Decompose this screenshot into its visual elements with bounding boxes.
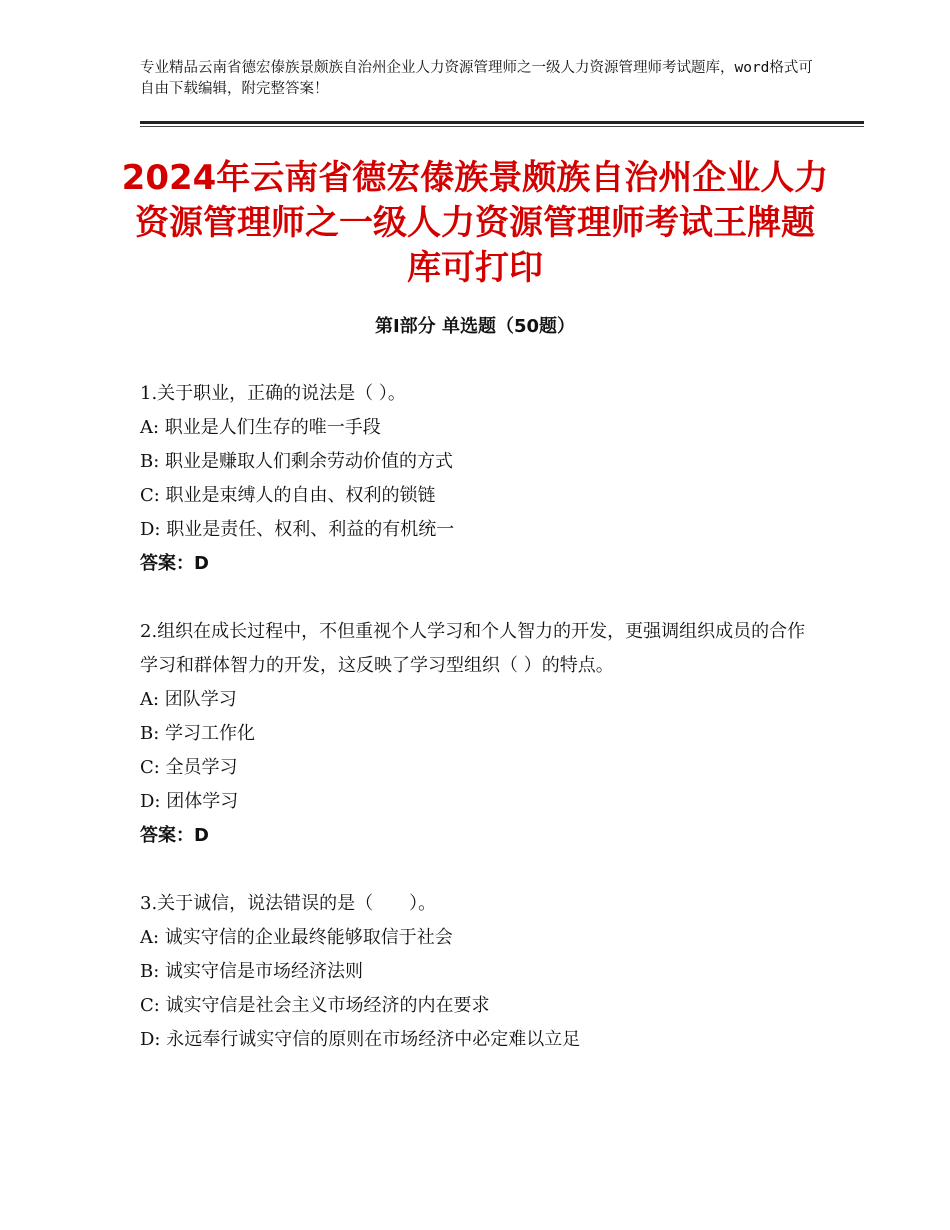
option-a: A: 团队学习 <box>140 689 237 710</box>
option-d: D: 职业是责任、权利、利益的有机统一 <box>140 519 455 540</box>
document-title: 2024年云南省德宏傣族景颇族自治州企业人力资源管理师之一级人力资源管理师考试王牌题库可打印 <box>121 158 829 288</box>
answer-line: 答案：D <box>140 825 209 846</box>
question-3 <box>140 887 820 1057</box>
option-b: B: 学习工作化 <box>140 723 256 744</box>
header-note: 专业精品云南省德宏傣族景颇族自治州企业人力资源管理师之一级人力资源管理师考试题库，word格式可自由下载编辑，附完整答案！ <box>140 60 813 97</box>
question-stem: 3.关于诚信，说法错误的是（ ）。 <box>140 893 437 914</box>
option-d: D: 团体学习 <box>140 791 239 812</box>
question-stem: 2.组织在成长过程中，不但重视个人学习和个人智力的开发，更强调组织成员的合作学习和群体智力的开发，这反映了学习型组织（ ）的特点。 <box>140 621 806 676</box>
question-2 <box>140 615 820 853</box>
question-1 <box>140 377 820 581</box>
option-d: D: 永远奉行诚实守信的原则在市场经济中必定难以立足 <box>140 1029 581 1050</box>
question-stem: 1.关于职业，正确的说法是（ ）。 <box>140 383 406 404</box>
answer-line: 答案：D <box>140 553 209 574</box>
option-c: C: 职业是束缚人的自由、权利的锁链 <box>140 485 436 506</box>
option-a: A: 诚实守信的企业最终能够取信于社会 <box>140 927 453 948</box>
section-title: 第Ⅰ部分 单选题（50题） <box>374 316 575 337</box>
header-rule-thin <box>140 126 864 127</box>
option-a: A: 职业是人们生存的唯一手段 <box>140 417 381 438</box>
option-c: C: 诚实守信是社会主义市场经济的内在要求 <box>140 995 490 1016</box>
question-list <box>140 377 820 1091</box>
option-c: C: 全员学习 <box>140 757 238 778</box>
option-b: B: 职业是赚取人们剩余劳动价值的方式 <box>140 451 454 472</box>
header-rule-thick <box>140 121 864 124</box>
option-b: B: 诚实守信是市场经济法则 <box>140 961 364 982</box>
